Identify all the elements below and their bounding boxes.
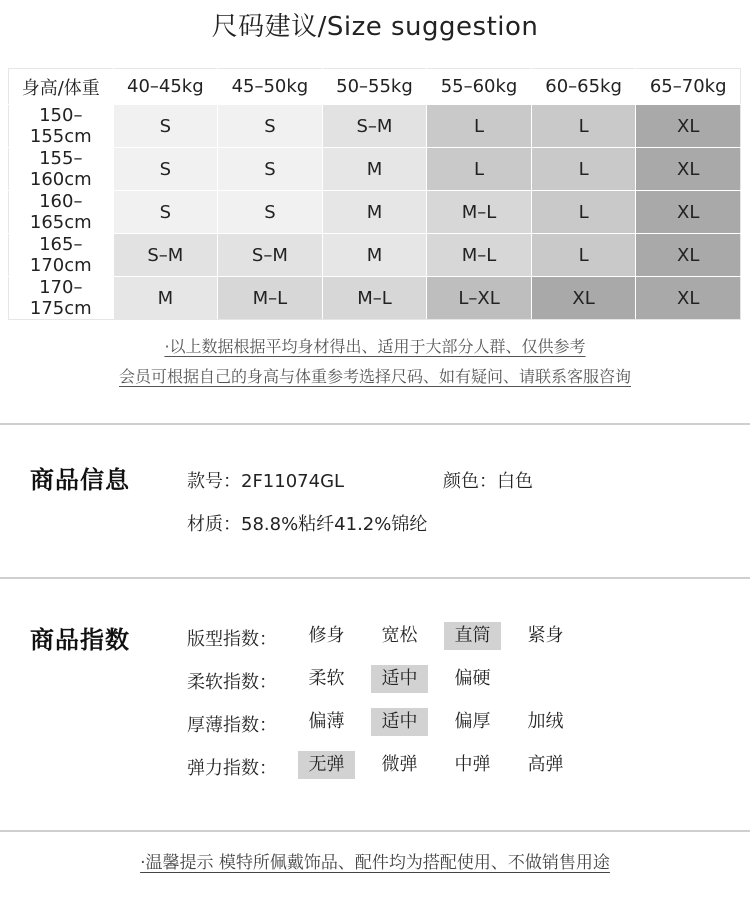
weight-header: 40–45kg: [113, 69, 218, 105]
product-info-title: 商品信息: [30, 466, 130, 494]
size-cell: M: [113, 277, 218, 320]
height-header: 150–155cm: [9, 105, 114, 148]
fit-index-label: 版型指数：: [187, 629, 277, 650]
size-cell: XL: [636, 148, 741, 191]
size-cell: S: [218, 105, 323, 148]
size-cell: M: [322, 234, 427, 277]
weight-header: 60–65kg: [531, 69, 636, 105]
size-notes: [0, 332, 750, 392]
height-header: 160–165cm: [9, 191, 114, 234]
footer-note: [0, 848, 750, 873]
size-cell: XL: [636, 191, 741, 234]
elasticity-option: 无弹: [298, 751, 355, 779]
product-material: 材质：58.8%粘纤41.2%锦纶: [187, 514, 428, 535]
product-index-title: 商品指数: [30, 626, 130, 654]
note-line-1: ·以上数据根据平均身材得出、适用于大部分人群、仅供参考: [164, 337, 586, 356]
table-row: [9, 277, 741, 320]
size-cell: S: [113, 105, 218, 148]
table-corner-header: 身高/体重: [9, 69, 114, 105]
table-row: [9, 148, 741, 191]
section-divider: [0, 577, 750, 579]
size-cell: S–M: [322, 105, 427, 148]
note-line-2: 会员可根据自己的身高与体重参考选择尺码、如有疑问、请联系客服咨询: [118, 367, 631, 386]
size-cell: L: [531, 191, 636, 234]
softness-option: 偏硬: [454, 668, 491, 689]
softness-option: 适中: [371, 665, 428, 693]
size-cell: S: [218, 148, 323, 191]
style-number: 款号：2F11074GL: [187, 471, 345, 492]
size-cell: L: [531, 148, 636, 191]
weight-header: 65–70kg: [636, 69, 741, 105]
product-color: 颜色：白色: [443, 471, 533, 492]
size-cell: L–XL: [427, 277, 532, 320]
size-cell: L: [531, 105, 636, 148]
height-header: 170–175cm: [9, 277, 114, 320]
weight-header: 50–55kg: [322, 69, 427, 105]
weight-header: 55–60kg: [427, 69, 532, 105]
size-cell: M: [322, 191, 427, 234]
size-cell: S: [113, 148, 218, 191]
fit-option: 直筒: [444, 622, 501, 650]
softness-option: 柔软: [308, 668, 345, 689]
size-cell: XL: [636, 234, 741, 277]
size-cell: S: [218, 191, 323, 234]
elasticity-option: 中弹: [454, 754, 491, 775]
height-header: 165–170cm: [9, 234, 114, 277]
table-row: [9, 234, 741, 277]
table-row: [9, 191, 741, 234]
size-cell: XL: [636, 105, 741, 148]
size-cell: XL: [636, 277, 741, 320]
softness-index-label: 柔软指数：: [187, 672, 277, 693]
size-cell: M–L: [218, 277, 323, 320]
elasticity-option: 微弹: [381, 754, 418, 775]
size-cell: L: [427, 105, 532, 148]
size-cell: S–M: [113, 234, 218, 277]
size-cell: L: [531, 234, 636, 277]
size-cell: M–L: [322, 277, 427, 320]
size-suggestion-table: [8, 68, 741, 320]
weight-header: 45–50kg: [218, 69, 323, 105]
section-divider: [0, 830, 750, 832]
height-header: 155–160cm: [9, 148, 114, 191]
table-row: [9, 105, 741, 148]
table-header-row: [9, 69, 741, 105]
elasticity-option: 高弹: [527, 754, 564, 775]
fit-option: 修身: [308, 625, 345, 646]
thickness-index-label: 厚薄指数：: [187, 715, 277, 736]
thickness-option: 偏厚: [454, 711, 491, 732]
size-cell: M: [322, 148, 427, 191]
section-divider: [0, 423, 750, 425]
thickness-option: 偏薄: [308, 711, 345, 732]
size-cell: M–L: [427, 234, 532, 277]
size-cell: S–M: [218, 234, 323, 277]
page-title: 尺码建议/Size suggestion: [211, 12, 539, 42]
size-cell: L: [427, 148, 532, 191]
fit-option: 紧身: [527, 625, 564, 646]
size-cell: S: [113, 191, 218, 234]
elasticity-index-label: 弹力指数：: [187, 758, 277, 779]
size-cell: M–L: [427, 191, 532, 234]
thickness-option: 适中: [371, 708, 428, 736]
thickness-option: 加绒: [527, 711, 564, 732]
fit-option: 宽松: [381, 625, 418, 646]
size-cell: XL: [531, 277, 636, 320]
footer-text: ·温馨提示 模特所佩戴饰品、配件均为搭配使用、不做销售用途: [140, 853, 610, 873]
